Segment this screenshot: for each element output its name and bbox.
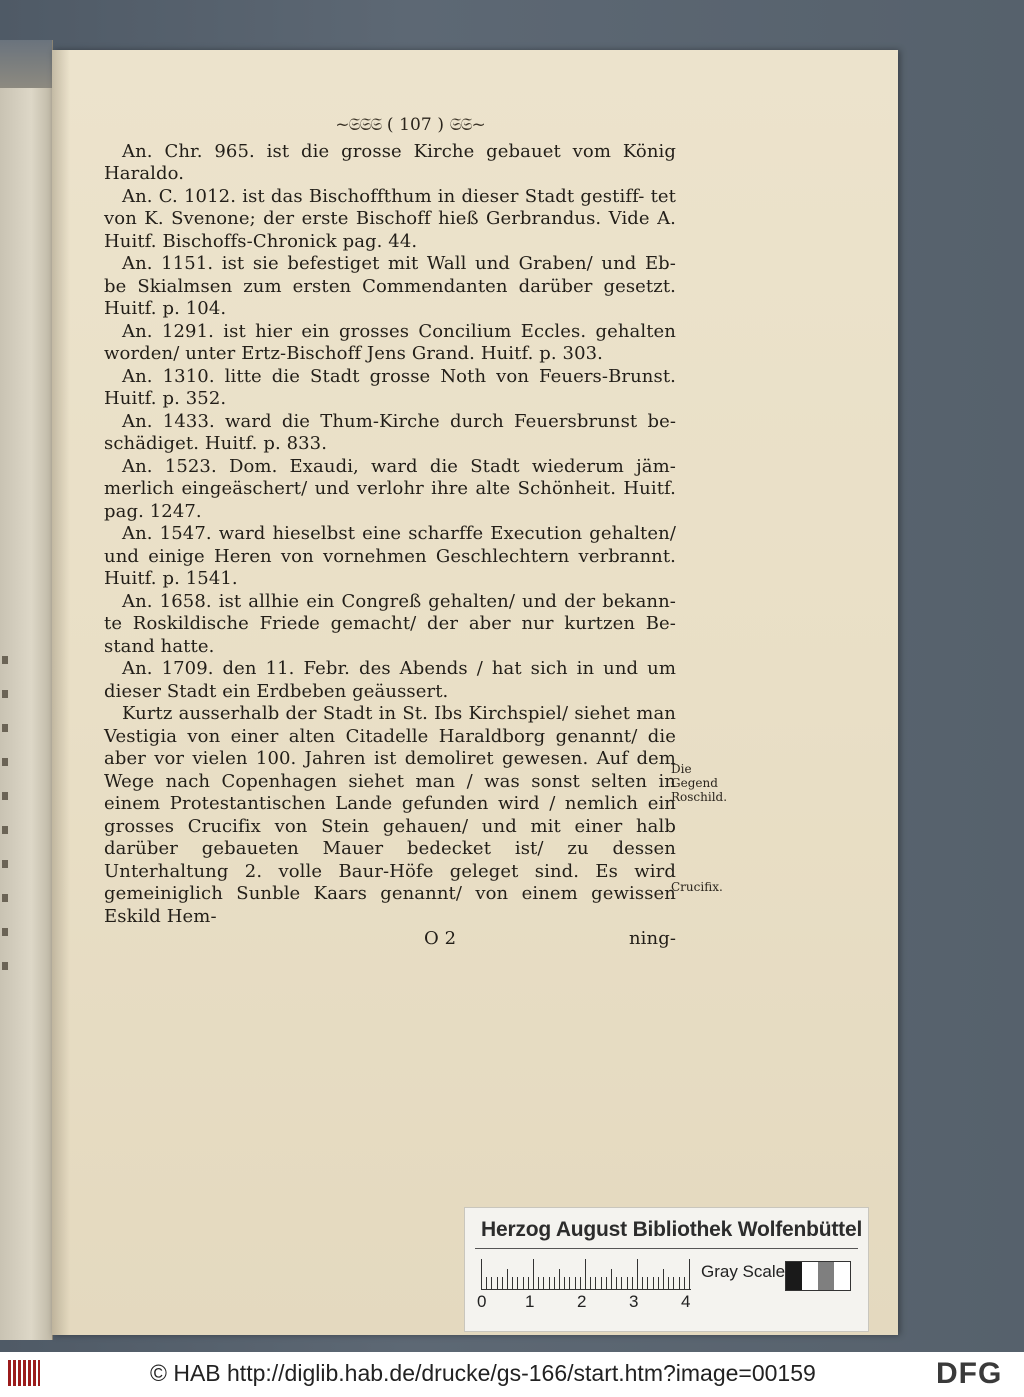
ruler-tick <box>637 1259 638 1289</box>
text-line: Sunble Kaars genannt/ von einem gewissen Eskild Hem- <box>104 883 677 927</box>
dfg-logo: DFG <box>936 1357 1003 1390</box>
text-line: darüber gebaueten Mauer bedecket ist/ zu dessen Unterhaltung <box>104 838 676 882</box>
catchword: ning- <box>628 928 676 949</box>
text-line: worden/ unter Ertz-Bischoff Jens Grand. Huitf. p. 303. <box>104 343 604 364</box>
ruler-tick <box>668 1277 669 1289</box>
ruler-tick <box>673 1277 674 1289</box>
paragraph <box>104 366 676 411</box>
previous-page-marks <box>0 630 14 970</box>
text-line: Kurtz ausserhalb der Stadt in St. Ibs Kirchspiel/ siehet <box>122 703 631 724</box>
ruler-tick <box>601 1277 602 1289</box>
margin-note-line: Crucifix. <box>671 880 723 894</box>
text-line: Haraldo. <box>104 163 185 184</box>
ruler-tick <box>575 1277 576 1289</box>
text-line: 2. volle Baur-Höfe geleget sind. Es wird gemeiniglich <box>104 860 676 904</box>
ruler-label: 3 <box>629 1292 639 1311</box>
previous-page-top-shadow <box>0 40 52 88</box>
text-line: pag. 1247. <box>104 500 202 522</box>
gray-scale-swatches <box>785 1261 851 1291</box>
text-line: te Roskildische Friede gemacht/ der aber nur kurtzen Be- <box>104 613 676 634</box>
ruler-tick <box>554 1277 555 1289</box>
text-line: Vide A. Huitf. Bischoffs-Chronick pag. 44. <box>104 208 676 252</box>
ruler-label: 1 <box>525 1292 535 1311</box>
ruler-tick <box>528 1277 529 1289</box>
signature-mark: O 2 <box>424 928 457 949</box>
ruler-tick <box>663 1269 664 1289</box>
text-line: schädiget. Huitf. p. 833. <box>104 433 328 454</box>
ruler-tick <box>507 1269 508 1289</box>
paragraph <box>104 456 676 524</box>
text-line: Huitf. p. 1541. <box>104 568 238 589</box>
gray-swatch <box>802 1262 818 1290</box>
gray-swatch <box>834 1262 850 1290</box>
ruler-tick <box>486 1277 487 1289</box>
paragraph <box>104 591 676 659</box>
page-number: ( 107 ) <box>386 115 445 135</box>
ruler-tick <box>621 1277 622 1289</box>
paragraph <box>104 141 676 186</box>
ruler-tick <box>611 1269 612 1289</box>
page-gutter-shadow <box>52 50 70 1335</box>
ruler-tick <box>559 1269 560 1289</box>
library-logo-icon <box>8 1360 40 1386</box>
footer-bar <box>0 1352 1024 1397</box>
copyright-link[interactable]: © HAB http://diglib.hab.de/drucke/gs-166/start.htm?image=00159 <box>150 1360 816 1386</box>
text-line: Huitf. p. 104. <box>104 298 227 319</box>
ruler-tick <box>512 1277 513 1289</box>
text-line: stand hatte. <box>104 635 215 657</box>
ruler-tick <box>481 1259 482 1289</box>
gray-swatch <box>786 1262 802 1290</box>
text-line: An. 1658. ist allhie ein Congreß gehalten/ und der bekann- <box>122 590 676 612</box>
ruler-tick <box>606 1277 607 1289</box>
text-line: Huitf. p. 352. <box>104 388 227 409</box>
text-line: An. 1433. ward die Thum-Kirche durch Feuersbrunst be- <box>122 410 676 432</box>
text-line: An. Chr. 965. ist die grosse Kirche gebauet vom König <box>122 140 676 162</box>
card-title: Herzog August Bibliothek Wolfenbüttel <box>481 1218 863 1241</box>
ruler-tick <box>647 1277 648 1289</box>
text-line: merlich eingeäschert/ und verlohr ihre alte Schönheit. Huitf. <box>104 478 676 499</box>
ruler-tick <box>627 1277 628 1289</box>
paragraph <box>104 411 676 456</box>
ruler-tick <box>523 1277 524 1289</box>
color-calibration-card <box>464 1207 869 1332</box>
text-line: An. 1291. ist hier ein grosses Concilium Eccles. gehalten <box>122 320 676 342</box>
ruler-tick <box>497 1277 498 1289</box>
text-line: in einem Protestantischen Lande gefunden wird / nemlich <box>104 770 676 814</box>
paragraph-list <box>104 141 676 929</box>
ruler-tick <box>502 1277 503 1289</box>
text-line: ein grosses Crucifix von Stein gehauen/ und mit einer halb <box>104 793 676 837</box>
text-line: dieser Stadt ein Erdbeben geäussert. <box>104 680 449 702</box>
paragraph <box>104 658 676 703</box>
ruler-tick <box>684 1277 685 1289</box>
ruler-tick <box>653 1277 654 1289</box>
measurement-ruler <box>481 1259 691 1290</box>
previous-page-edge <box>0 40 53 1340</box>
text-line: die aber vor vielen 100. Jahren ist demoliret gewesen. Auf <box>104 725 677 769</box>
ruler-tick <box>590 1277 591 1289</box>
gray-swatch <box>818 1262 834 1290</box>
margin-note-gegend <box>671 762 727 804</box>
text-line: und einige Heren von vornehmen Geschlechtern verbrannt. <box>104 545 676 567</box>
text-line: dem Wege nach Copenhagen siehet man / was sonst selten <box>104 748 676 792</box>
margin-note-line: Roschild. <box>671 790 728 804</box>
ruler-tick <box>517 1277 518 1289</box>
text-line: An. 1523. Dom. Exaudi, ward die Stadt wiederum jäm- <box>122 455 676 477</box>
ruler-tick <box>658 1277 659 1289</box>
margin-note-line: Gegend <box>671 776 718 790</box>
running-head <box>104 114 676 137</box>
ruler-tick <box>642 1277 643 1289</box>
text-line: An. 1547. ward hieselbst eine scharffe Execution gehalten/ <box>122 523 676 544</box>
text-line: tet von K. Svenone; der erste Bischoff hieß Gerbrandus. <box>104 185 676 229</box>
ruler-tick <box>569 1277 570 1289</box>
gray-scale-label: Gray Scale <box>701 1262 786 1281</box>
ruler-tick <box>533 1259 534 1289</box>
page-footer-line <box>104 928 676 951</box>
ruler-tick <box>616 1277 617 1289</box>
ruler-label: 0 <box>477 1292 487 1311</box>
text-line: An. 1310. litte die Stadt grosse Noth von Feuers-Brunst. <box>122 365 676 387</box>
ruler-label: 4 <box>681 1292 691 1311</box>
text-line: An. 1709. den 11. Febr. des Abends / hat sich in und um <box>122 658 676 679</box>
ruler-tick <box>538 1277 539 1289</box>
ruler-tick <box>585 1259 586 1289</box>
ruler-tick <box>679 1277 680 1289</box>
paragraph <box>104 523 676 591</box>
paragraph <box>104 321 676 366</box>
text-line: An. C. 1012. ist das Bischoffthum in dieser Stadt gestiff- <box>122 185 645 207</box>
margin-note-line: Die <box>671 762 692 776</box>
ruler-tick <box>689 1259 690 1289</box>
paragraph <box>104 703 676 928</box>
head-ornament-right: 𝔖𝔖~ <box>449 115 485 135</box>
ruler-label: 2 <box>577 1292 587 1311</box>
ruler-tick <box>491 1277 492 1289</box>
margin-note-crucifix <box>671 880 723 894</box>
paragraph <box>104 253 676 321</box>
ruler-tick <box>564 1277 565 1289</box>
ruler-tick <box>632 1277 633 1289</box>
text-line: be Skialmsen zum ersten Commendanten darüber gesetzt. <box>104 275 676 297</box>
page-text-block <box>104 114 676 951</box>
ruler-tick <box>549 1277 550 1289</box>
paragraph <box>104 186 676 254</box>
ruler-tick <box>595 1277 596 1289</box>
text-line: An. 1151. ist sie befestiget mit Wall und Graben/ und Eb- <box>122 253 676 274</box>
ruler-tick <box>580 1277 581 1289</box>
card-divider <box>475 1248 858 1249</box>
ruler-tick <box>543 1277 544 1289</box>
head-ornament-left: ~𝔖𝔖𝔖 <box>335 115 382 135</box>
text-line: man Vestigia von einer alten Citadelle Haraldborg genannt/ <box>104 703 676 747</box>
